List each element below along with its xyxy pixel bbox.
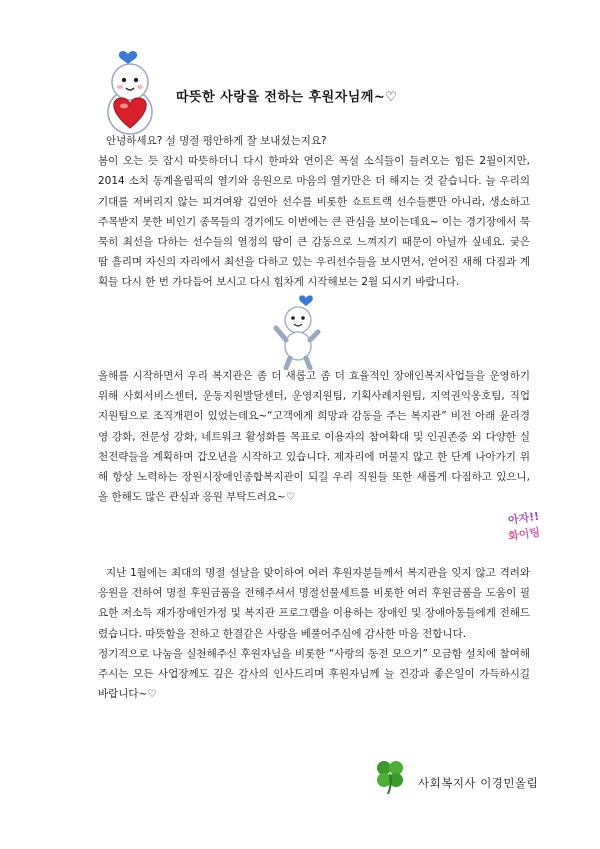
signature-block <box>372 757 542 797</box>
paragraph-1 <box>98 131 530 293</box>
fighting-line-2: 화이팅 <box>507 525 541 544</box>
paragraph-2-body: 올해를 시작하면서 우리 복지관은 좀 더 새롭고 좀 더 효율적인 장애인복지사업들을 운영하기 위해 사회서비스센터, 운동지원발달센터, 운영지원팀, 기획사례지원팀, 지역권익옹호팀, 직업지원팀으로 조직개편이 있었는데요~“고객에게 희망과 감동을 주는 복지관” 비전 아래 윤리경영 강화, 전문성 강화, 네트워크 활성화를 목표로 이용자의 참여확대 및 인권존중 외 다양한 실천전략들을 계획하며 갑오년을 시작하고 있습니다. 제자리에 머물지 않고 한 단계 나아가기 위해 항상 노력하는 장원시장애인종합복지관이 되길 우리 직원들 또한 새롭게 다짐하고 있으니, 올 한해도 많은 관심과 응원 부탁드려요~♡ <box>98 370 530 504</box>
fighting-sticker-icon <box>505 505 555 545</box>
four-leaf-clover-icon <box>372 757 408 795</box>
mascot-holding-heart-icon <box>96 50 166 140</box>
paragraph-3-body: 지난 1월에는 최대의 명절 설날을 맞이하여 여러 후원자분들께서 복지관을 잊지 않고 격려와 응원을 전하여 명절 후원금품을 전해주셔서 명절선물세트를 비롯한 여러 후원금품을 도움이 필요한 저소득 재가장애인가정 및 복지관 프로그램을 이용하는 장애인 및 장애아동들에게 전해드렸습니다. 따뜻함을 전하고 한결같은 사랑을 베풀어주심에 감사한 마음 전합니다. <box>98 567 530 640</box>
greeting-text: 안녕하세요? 설 명절 평안하게 잘 보내셨는지요? <box>106 135 327 147</box>
paragraph-3 <box>98 563 530 704</box>
fighting-line-1: 아자!! <box>507 509 541 527</box>
signature-text: 사회복지사 이경민올림 <box>418 776 539 790</box>
letter-title: 따뜻한 사랑을 전하는 후원자님께~♡ <box>176 90 398 105</box>
mascot-cheering-icon <box>272 292 322 370</box>
paragraph-4-body: 정기적으로 나눔을 실천해주신 후원자님을 비롯한 “사랑의 동전 모으기” 모금함 설치에 참여해주시는 모든 사업장께도 깊은 감사의 인사드리며 후원자님께 늘 건강과 좋은일이 가득하시길 바랍니다~♡ <box>98 647 530 701</box>
paragraph-1-body: 봄이 오는 듯 잠시 따뜻하더니 다시 한파와 연이은 폭설 소식들이 들려오는 힘든 2월이지만, 2014 소치 동계올림픽의 열기와 응원으로 마음의 열기만은 더 해지는 것 같습니다. 늘 우리의 기대를 저버리지 않는 피겨여왕 김연아 선수를 비롯한 쇼트트랙 선수들뿐만 아니라, 생소하고 주목받지 못한 비인기 종목들의 경기에도 이번에는 큰 관심을 보이는데요~ 이는 경기장에서 묵묵히 최선을 다하는 선수들의 열정의 땀이 큰 감동으로 느껴지기 때문이 아닐까 싶네요. 궂은 땀 흘리며 자신의 자리에서 최선을 다하고 있는 우리선수들을 보시면서, 얻어진 새해 다짐과 계획들 다시 한 번 가다듬어 보시고 다시 힘차게 시작해보는 2월 되시기 바랍니다. <box>98 155 530 289</box>
paragraph-2 <box>98 366 530 507</box>
